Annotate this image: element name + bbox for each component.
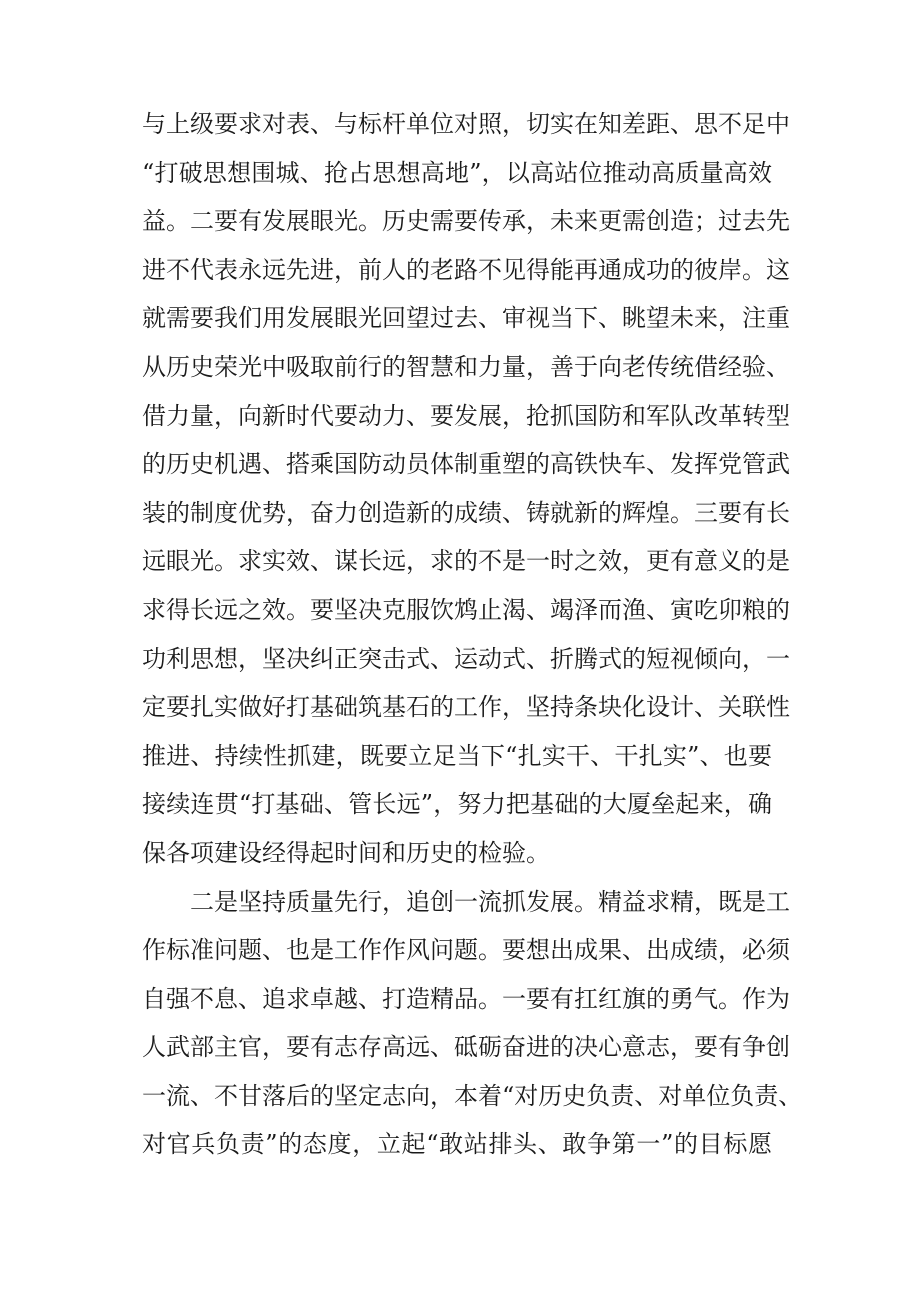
text-line-7: 借力量，向新时代要动力、要发展，抢抓国防和军队改革转型	[142, 401, 790, 430]
text-line-4: 进不代表永远先进，前人的老路不见得能再通成功的彼岸。这	[142, 255, 790, 284]
text-line-15: 接续连贯“打基础、管长远”，努力把基础的大厦垒起来，确	[142, 790, 772, 819]
text-line-13: 定要扎实做好打基础筑基石的工作，坚持条块化设计、关联性	[142, 693, 790, 722]
text-line-5: 就需要我们用发展眼光回望过去、审视当下、眺望未来，注重	[142, 304, 790, 333]
text-line-2: “打破思想围城、抢占思想高地”，以高站位推动高质量高效	[142, 158, 772, 187]
text-line-9: 装的制度优势，奋力创造新的成绩、铸就新的辉煌。三要有长	[142, 498, 790, 527]
text-line-14: 推进、持续性抓建，既要立足当下“扎实干、干扎实”、也要	[142, 741, 772, 770]
text-line-21: 一流、不甘落后的坚定志向，本着“对历史负责、对单位负责、	[142, 1081, 803, 1110]
text-line-8: 的历史机遇、搭乘国防动员体制重塑的高铁快车、发挥党管武	[142, 450, 790, 479]
text-line-18: 作标准问题、也是工作作风问题。要想出成果、出成绩，必须	[142, 936, 790, 965]
text-line-12: 功利思想，坚决纠正突击式、运动式、折腾式的短视倾向，一	[142, 644, 790, 673]
body-text	[142, 100, 803, 1169]
text-line-11: 求得长远之效。要坚决克服饮鸩止渴、竭泽而渔、寅吃卯粮的	[142, 595, 790, 624]
text-line-3: 益。二要有发展眼光。历史需要传承，未来更需创造；过去先	[142, 207, 790, 236]
text-line-20: 人武部主官，要有志存高远、砥砺奋进的决心意志，要有争创	[142, 1033, 790, 1062]
text-line-19: 自强不息、追求卓越、打造精品。一要有扛红旗的勇气。作为	[142, 984, 790, 1013]
text-line-6: 从历史荣光中吸取前行的智慧和力量，善于向老传统借经验、	[142, 352, 790, 381]
text-line-22: 对官兵负责”的态度，立起“敢站排头、敢争第一”的目标愿	[142, 1130, 772, 1159]
text-line-17: 二是坚持质量先行，追创一流抓发展。精益求精，既是工	[190, 887, 790, 916]
text-line-16: 保各项建设经得起时间和历史的检验。	[142, 838, 550, 867]
text-line-1: 与上级要求对表、与标杆单位对照，切实在知差距、思不足中	[142, 110, 790, 138]
text-line-10: 远眼光。求实效、谋长远，求的不是一时之效，更有意义的是	[142, 547, 790, 576]
